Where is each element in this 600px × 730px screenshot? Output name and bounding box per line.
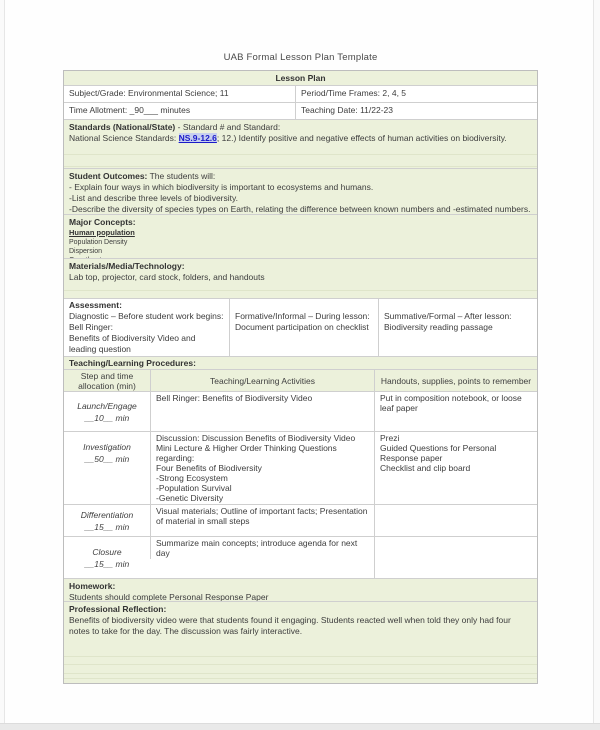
step-label: Differentiation bbox=[80, 509, 134, 520]
handouts-cell bbox=[374, 392, 537, 431]
step-cell bbox=[64, 505, 150, 536]
standards-heading-suffix: - Standard # and Standard: bbox=[175, 122, 281, 132]
column-header-activities: Teaching/Learning Activities bbox=[150, 370, 374, 391]
procedure-row-closure bbox=[64, 536, 537, 578]
materials-cell bbox=[64, 259, 537, 290]
period-time-frames: Period/Time Frames: 2, 4, 5 bbox=[295, 86, 537, 102]
activity-line: Visual materials; Outline of important facts; Presentation of material in small steps bbox=[156, 506, 368, 526]
student-outcomes-row bbox=[64, 168, 537, 214]
assessment-diagnostic-line: Diagnostic – Before student work begins: bbox=[69, 311, 224, 321]
outcome-item: - Explain four ways in which biodiversity is important to ecosystems and humans. bbox=[69, 182, 374, 192]
procedures-heading-row bbox=[64, 356, 537, 369]
activity-line: Summarize main concepts; introduce agenda for next day bbox=[156, 538, 358, 558]
procedures-header-row bbox=[64, 369, 537, 391]
empty-row-divider bbox=[64, 664, 537, 673]
step-time: __15__ min bbox=[84, 558, 130, 569]
handouts-cell bbox=[374, 505, 537, 536]
major-concepts-heading: Major Concepts: bbox=[69, 217, 136, 227]
standards-suffix: ; 12.) Identify positive and negative effects of human activities on biodiversity. bbox=[216, 133, 507, 143]
concept-item: Population Density bbox=[69, 239, 128, 246]
materials-heading: Materials/Media/Technology: bbox=[69, 261, 185, 271]
homework-row bbox=[64, 578, 537, 601]
step-time: __15__ min bbox=[84, 521, 130, 532]
student-outcomes-intro: The students will: bbox=[147, 171, 216, 181]
lesson-plan-table bbox=[63, 70, 538, 684]
handouts-cell bbox=[374, 432, 537, 504]
activities-cell bbox=[150, 392, 374, 431]
assessment-diagnostic-line: Benefits of Biodiversity Video and leading question bbox=[69, 333, 196, 354]
handout-line: Put in composition notebook, or loose leaf paper bbox=[380, 393, 522, 413]
materials-row bbox=[64, 258, 537, 298]
document-title: UAB Formal Lesson Plan Template bbox=[223, 52, 378, 63]
assessment-diagnostic-line: Bell Ringer: bbox=[69, 322, 113, 332]
student-outcomes-cell bbox=[64, 169, 537, 214]
activity-line: Bell Ringer: Benefits of Biodiversity Video bbox=[156, 393, 313, 403]
procedures-heading: Teaching/Learning Procedures: bbox=[69, 357, 196, 368]
outcome-item: -Describe the diversity of species types on Earth, relating the difference between known numbers and -estimated numbers. bbox=[69, 204, 531, 214]
standards-prefix: National Science Standards: bbox=[69, 133, 179, 143]
teaching-date: Teaching Date: 11/22-23 bbox=[295, 103, 537, 119]
homework-heading: Homework: bbox=[69, 581, 116, 591]
step-label: Launch/Engage bbox=[77, 400, 137, 411]
step-label: Closure bbox=[92, 546, 122, 557]
assessment-formative-line: Document participation on checklist bbox=[235, 322, 369, 332]
time-allotment: Time Allotment: _90___ minutes bbox=[69, 105, 191, 115]
handouts-cell bbox=[374, 537, 537, 578]
empty-row-divider bbox=[64, 166, 537, 168]
column-header-handouts: Handouts, supplies, points to remember bbox=[374, 370, 537, 391]
page-bottom-strip bbox=[0, 723, 600, 730]
procedure-row-differentiation bbox=[64, 504, 537, 536]
subject-grade: Subject/Grade: Environmental Science; 11 bbox=[69, 88, 229, 98]
assessment-formative-cell bbox=[229, 299, 378, 356]
activity-line bbox=[156, 503, 369, 504]
student-outcomes-heading-line bbox=[69, 171, 532, 182]
activity-line: Mini Lecture & Higher Order Thinking Questions regarding: bbox=[156, 443, 337, 463]
step-label: Investigation bbox=[83, 442, 131, 452]
subject-period-row bbox=[64, 85, 537, 102]
concept-item bbox=[69, 256, 532, 258]
step-cell bbox=[64, 432, 150, 504]
assessment-row bbox=[64, 298, 537, 356]
homework-cell bbox=[64, 579, 537, 601]
empty-row-divider bbox=[64, 290, 537, 298]
reflection-text: Benefits of biodiversity video were that students found it engaging. Students reacted well when told they only had four notes to take for the day. The discussion was fairly interactive. bbox=[69, 615, 511, 636]
step-time: __50__ min bbox=[84, 454, 130, 464]
assessment-formative-line: Formative/Informal – During lesson: bbox=[235, 311, 370, 321]
homework-text: Students should complete Personal Response Paper bbox=[69, 592, 269, 601]
spacer bbox=[235, 300, 373, 311]
activity-line: Four Benefits of Biodiversity bbox=[156, 463, 262, 473]
student-outcomes-heading: Student Outcomes: bbox=[69, 171, 148, 181]
standards-row bbox=[64, 119, 537, 168]
assessment-summative-line: Summative/Formal – After lesson: bbox=[384, 311, 512, 321]
handout-line: Checklist and clip board bbox=[380, 463, 471, 473]
activities-cell bbox=[150, 432, 374, 504]
handout-line: Prezi bbox=[380, 433, 400, 443]
reflection-heading: Professional Reflection: bbox=[69, 604, 167, 614]
standards-text bbox=[64, 120, 537, 154]
concept-primary: Human population bbox=[69, 228, 135, 237]
standards-link[interactable]: NS.9-12.6 bbox=[178, 133, 217, 143]
activity-line: -Genetic Diversity bbox=[156, 493, 224, 503]
activities-cell bbox=[150, 505, 374, 536]
activity-line: Discussion: Discussion Benefits of Biodiversity Video bbox=[156, 433, 356, 443]
outcome-item: -List and describe three levels of biodiversity. bbox=[69, 193, 238, 203]
empty-row-divider bbox=[64, 678, 537, 683]
lesson-plan-header-row bbox=[64, 71, 537, 85]
assessment-diagnostic-cell bbox=[64, 299, 229, 356]
activity-line: -Strong Ecosystem bbox=[156, 473, 228, 483]
step-time: __10__ min bbox=[84, 412, 130, 423]
document-page bbox=[4, 0, 594, 723]
empty-row-divider bbox=[64, 656, 537, 664]
lesson-plan-title: Lesson Plan bbox=[275, 72, 326, 83]
standards-body-line bbox=[69, 133, 532, 144]
procedure-row-launch bbox=[64, 391, 537, 431]
activity-line: -Population Survival bbox=[156, 483, 232, 493]
assessment-heading: Assessment: bbox=[69, 300, 122, 310]
standards-heading: Standards (National/State) bbox=[69, 122, 176, 132]
step-cell bbox=[64, 392, 150, 431]
step-cell bbox=[64, 537, 150, 578]
major-concepts-row bbox=[64, 214, 537, 258]
activities-cell bbox=[150, 537, 374, 559]
reflection-row bbox=[64, 601, 537, 683]
handout-line: Guided Questions for Personal Response paper bbox=[380, 443, 497, 463]
assessment-summative-line: Biodiversity reading passage bbox=[384, 322, 493, 332]
major-concepts-cell bbox=[64, 215, 537, 258]
empty-row-divider bbox=[64, 154, 537, 166]
concept-item: Dispersion bbox=[69, 248, 103, 255]
column-header-step: Step and time allocation (min) bbox=[78, 370, 136, 391]
time-date-row bbox=[64, 102, 537, 119]
materials-text: Lab top, projector, card stock, folders, and handouts bbox=[69, 272, 265, 282]
reflection-cell bbox=[64, 602, 537, 656]
spacer bbox=[384, 300, 532, 311]
procedure-row-investigation bbox=[64, 431, 537, 504]
standards-heading-line bbox=[69, 122, 532, 133]
assessment-summative-cell bbox=[378, 299, 537, 356]
